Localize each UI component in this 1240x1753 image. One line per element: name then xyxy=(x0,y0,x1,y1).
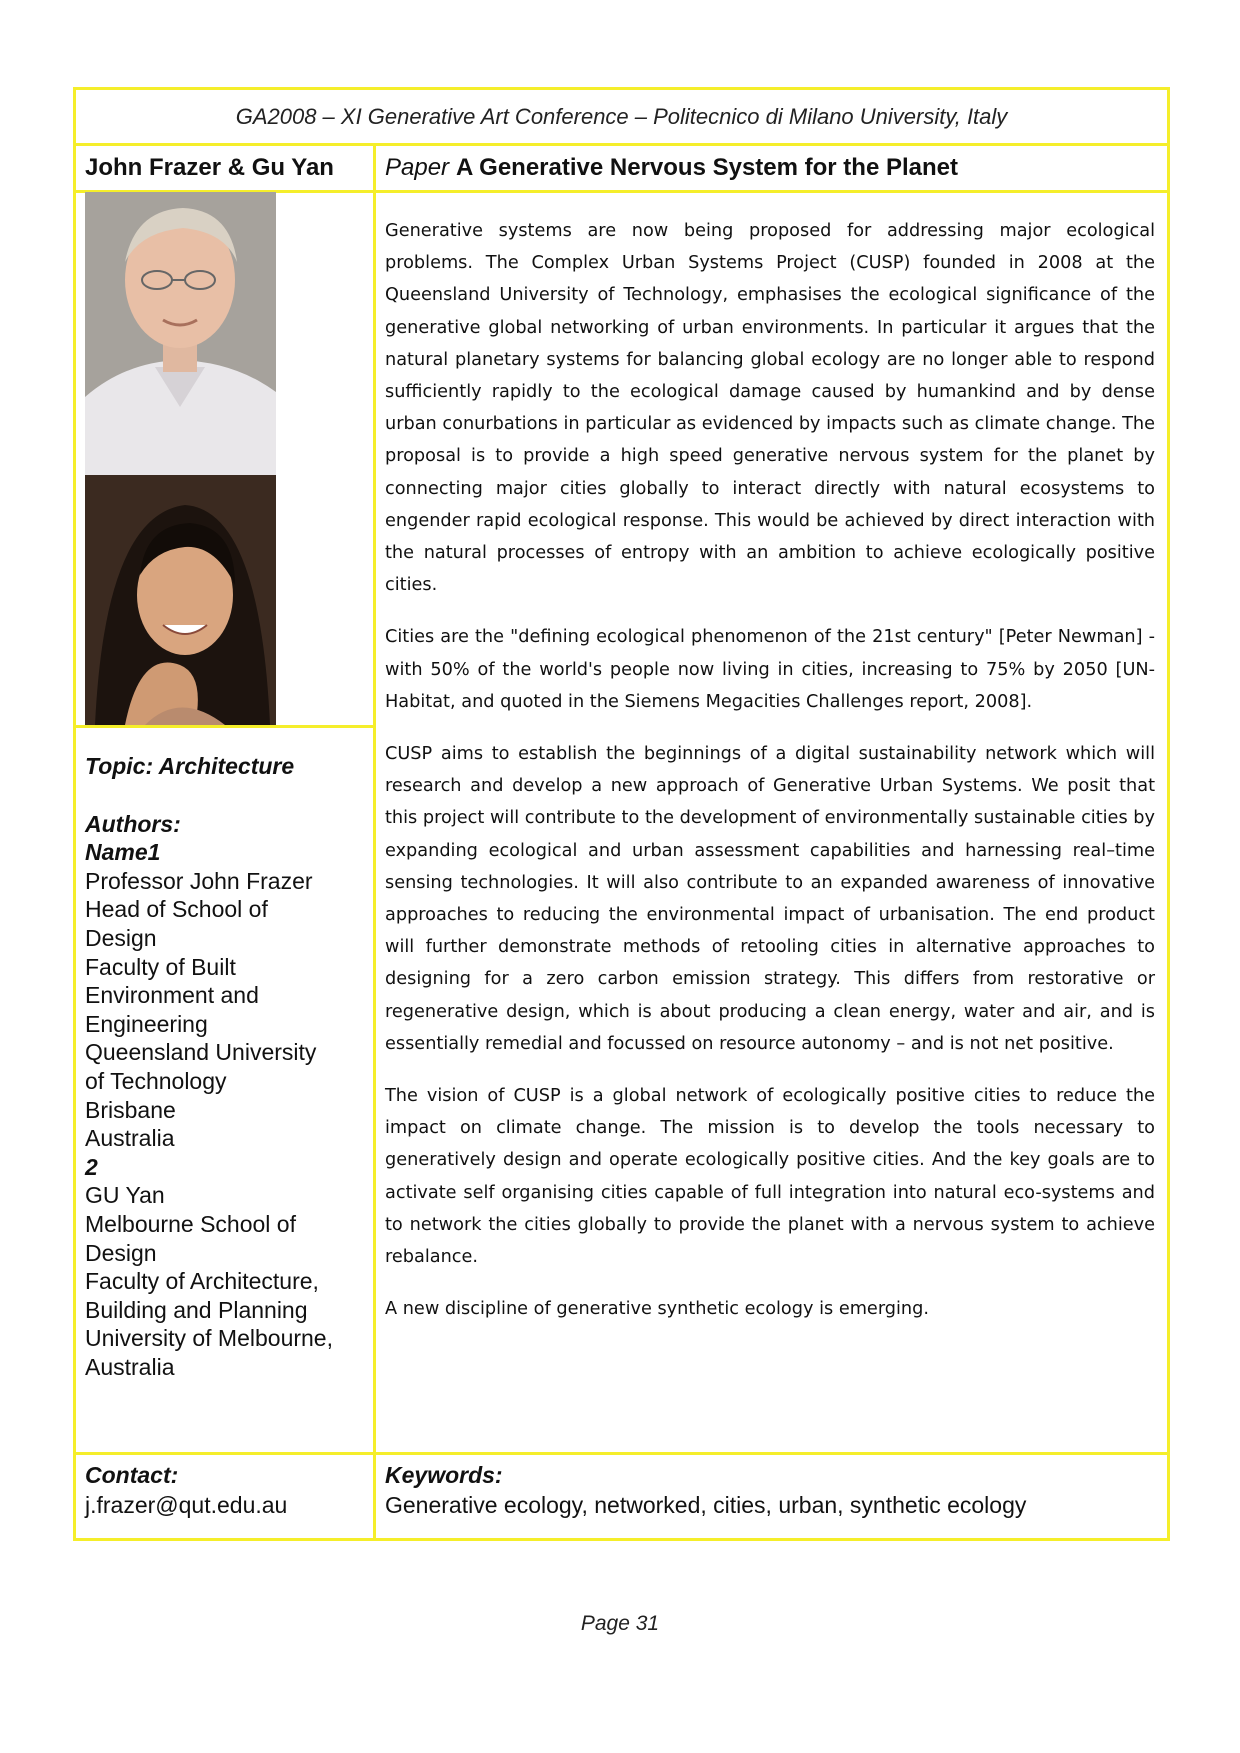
abstract-paragraph: Cities are the "defining ecological phenomenon of the 21st century" [Peter Newman] - with 50% of the world's people now living in cities, increasing to 75% by 2050 [UN-Habitat, and quoted in the Siemens Megacities Challenges report, 2008]. xyxy=(385,627,1155,712)
author-photo-john-frazer xyxy=(85,192,276,475)
name1-line: Environment and xyxy=(85,982,259,1009)
authors-line: John Frazer & Gu Yan xyxy=(85,154,334,181)
abstract xyxy=(385,215,1155,1346)
author-photo-gu-yan xyxy=(85,475,276,725)
author-details xyxy=(85,752,370,1381)
abstract-paragraph: CUSP aims to establish the beginnings of a digital sustainability network which will research and develop a new approach of Generative Urban Systems. We posit that this project will contribute to the development of environmentally sustainable cities by expanding ecological and urban assessment capabilities and harnessing real–time sensing technologies. It will also contribute to an expanded awareness of innovative approaches to reducing the environmental impact of urbanisation. The end product will further demonstrate methods of retooling cities in alternative approaches to designing for a zero carbon emission strategy. This differs from restorative or regenerative design, which is about producing a clean energy, water and air, and is essentially remedial and focussed on resource autonomy – and is not net positive. xyxy=(385,744,1155,1054)
abstract-paragraph: A new discipline of generative synthetic ecology is emerging. xyxy=(385,1299,929,1320)
name1-line: Professor John Frazer xyxy=(85,867,313,894)
conference-header: GA2008 – XI Generative Art Conference – Politecnico di Milano University, Italy xyxy=(76,90,1167,146)
name1-line: of Technology xyxy=(85,1067,227,1094)
contact-label: Contact: xyxy=(85,1462,179,1488)
row-divider xyxy=(76,725,376,728)
name2-label: 2 xyxy=(85,1153,98,1180)
page-number: Page 31 xyxy=(580,1612,660,1635)
name1-line: Engineering xyxy=(85,1010,208,1037)
paper-title: A Generative Nervous System for the Planet xyxy=(456,154,958,181)
name1-label: Name1 xyxy=(85,839,161,866)
name1-line: Faculty of Built xyxy=(85,953,236,980)
abstract-paragraph: Generative systems are now being proposed for addressing major ecological problems. The Complex Urban Systems Project (CUSP) founded in 2008 at the Queensland University of Technology, emphasises the ecological significance of the generative global networking of urban environments. In particular it argues that the natural planetary systems for balancing global ecology are no longer able to respond sufficiently rapidly to the ecological damage caused by humankind and by dense urban conurbations in particular as evidenced by impacts such as climate change. The proposal is to provide a high speed generative nervous system for the planet by connecting major cities globally to interact directly with natural ecosystems to engender rapid ecological response. This would be achieved by direct interaction with the natural processes of entropy with an ambition to achieve ecologically positive cities. xyxy=(385,221,1155,596)
paper-lead: Paper xyxy=(385,154,450,181)
paper-table xyxy=(73,87,1170,1541)
name1-line: Brisbane xyxy=(85,1096,176,1123)
paper-title-row xyxy=(385,146,1165,190)
keywords-label: Keywords: xyxy=(385,1462,503,1488)
row-divider xyxy=(76,1452,1167,1455)
keywords-cell xyxy=(385,1460,1165,1520)
name1-line: Head of School of xyxy=(85,896,268,923)
contact-cell xyxy=(85,1460,370,1520)
authors-heading: Authors: xyxy=(85,810,181,837)
topic: Topic: Architecture xyxy=(85,753,295,779)
column-divider xyxy=(373,146,376,1541)
name2-line: University of Melbourne, xyxy=(85,1325,333,1352)
name2-line: GU Yan xyxy=(85,1182,165,1209)
keywords-text: Generative ecology, networked, cities, urban, synthetic ecology xyxy=(385,1492,1027,1518)
name1-line: Queensland University xyxy=(85,1039,317,1066)
name2-line: Melbourne School of xyxy=(85,1210,296,1237)
name1-line: Australia xyxy=(85,1125,175,1152)
name2-line: Building and Planning xyxy=(85,1296,308,1323)
abstract-paragraph: The vision of CUSP is a global network of ecologically positive cities to reduce the impact on climate change. The mission is to develop the tools necessary to generatively design and operate ecologically positive cities. And the key goals are to activate self organising cities capable of full integration into natural eco-systems and to network the cities globally to provide the planet with a nervous system to achieve rebalance. xyxy=(385,1086,1155,1268)
contact-email[interactable]: j.frazer@qut.edu.au xyxy=(85,1492,288,1518)
name2-line: Australia xyxy=(85,1353,175,1380)
name1-line: Design xyxy=(85,924,157,951)
name2-line: Design xyxy=(85,1239,157,1266)
name2-line: Faculty of Architecture, xyxy=(85,1268,319,1295)
